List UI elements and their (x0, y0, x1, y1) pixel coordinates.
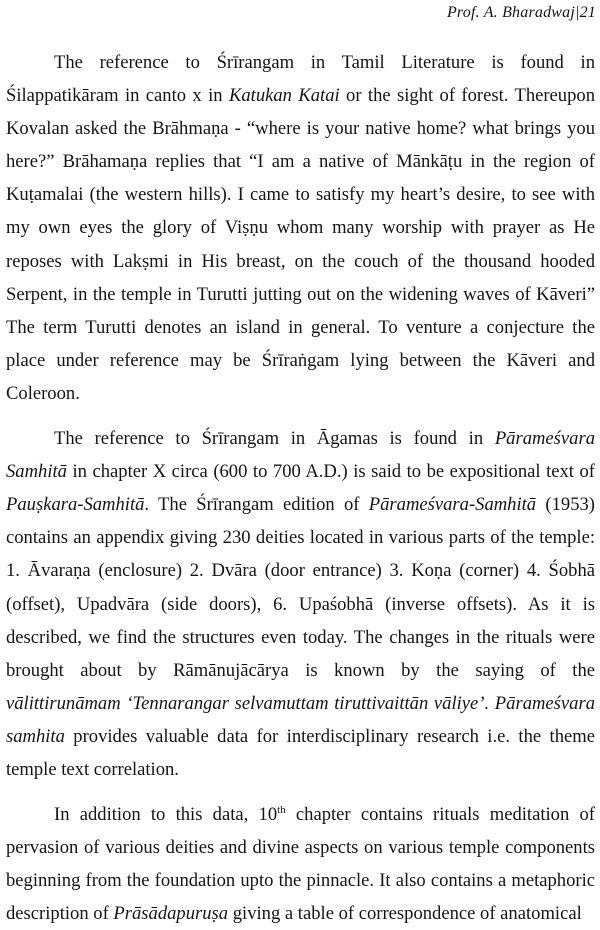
text-run: The reference to Śrīrangam in Āgamas is found in (54, 428, 495, 450)
text-run: (1953) contains an appendix giving 230 deities located in various parts of the temple: 1. Āvaraṇa (enclosure) 2. Dvāra (door entrance) 3. Koṇa (corner) 4. Śobhā (offset), Upadvāra (side doors), 6. Upaśobhā (inverse offsets). As it is described, we find the structures even today. The changes in the rituals were brought about by Rāmānujācārya is known by the saying of the (6, 494, 595, 681)
running-header: Prof. A. Bharadwaj|21 (446, 4, 596, 21)
text-run: The reference to Śrīrangam in Tamil Literature is found in Śilappatikāram in canto x in (6, 52, 595, 107)
body-text (6, 46, 595, 930)
paragraph-srirangam-agamas (6, 422, 595, 786)
italic-term: Katukan Katai (228, 85, 340, 107)
paragraph-srirangam-tamil-literature (6, 46, 595, 410)
italic-term: Pārameśvara-Samhitā (368, 494, 537, 516)
text-run: chapter contains rituals meditation of pervasion of various deities and divine aspects on various temple components beginning from the foundation upto the pinnacle. It also contains a metaphoric description of (6, 804, 595, 925)
italic-term: Pārameśvara Samhitā (6, 428, 595, 483)
text-run: provides valuable data for interdisciplinary research i.e. the theme temple text correlation. (6, 725, 595, 780)
italic-term: Prāsādapuruṣa (113, 903, 229, 925)
italic-term: Pauṣkara-Samhitā (6, 494, 145, 516)
text-run: in chapter X circa (600 to 700 A.D.) is said to be expositional text of (66, 461, 595, 483)
paragraph-tenth-chapter (6, 798, 595, 930)
ordinal-suffix: th (277, 803, 286, 816)
text-run: or the sight of forest. Thereupon Kovalan asked the Brāhmaṇa - “where is your native home? what brings you here?” Brāhamaṇa replies that “I am a native of Mānkāṭu in the region of Kuṭamalai (the western hills). I came to satisfy my heart’s desire, to see with my own eyes the glory of Viṣṇu whom many worship with prayer as He reposes with Lakṣmi in His breast, on the couch of the thousand hooded Serpent, in the temple in Turutti jutting out on the widening waves of Kāveri” The term Turutti denotes an island in general. To venture a conjecture the place under reference may be Śrīraṅgam lying between the Kāveri and Coleroon. (6, 85, 595, 404)
text-run: In addition to this data, 10 (54, 804, 278, 826)
italic-term: vālittirunāmam ‘Tennarangar selvamuttam tiruttivaittān vāliye’. Pārameśvara samhita (6, 692, 595, 747)
text-run: . The Śrīrangam edition of (144, 494, 369, 516)
text-run: giving a table of correspondence of anatomical (228, 903, 582, 925)
